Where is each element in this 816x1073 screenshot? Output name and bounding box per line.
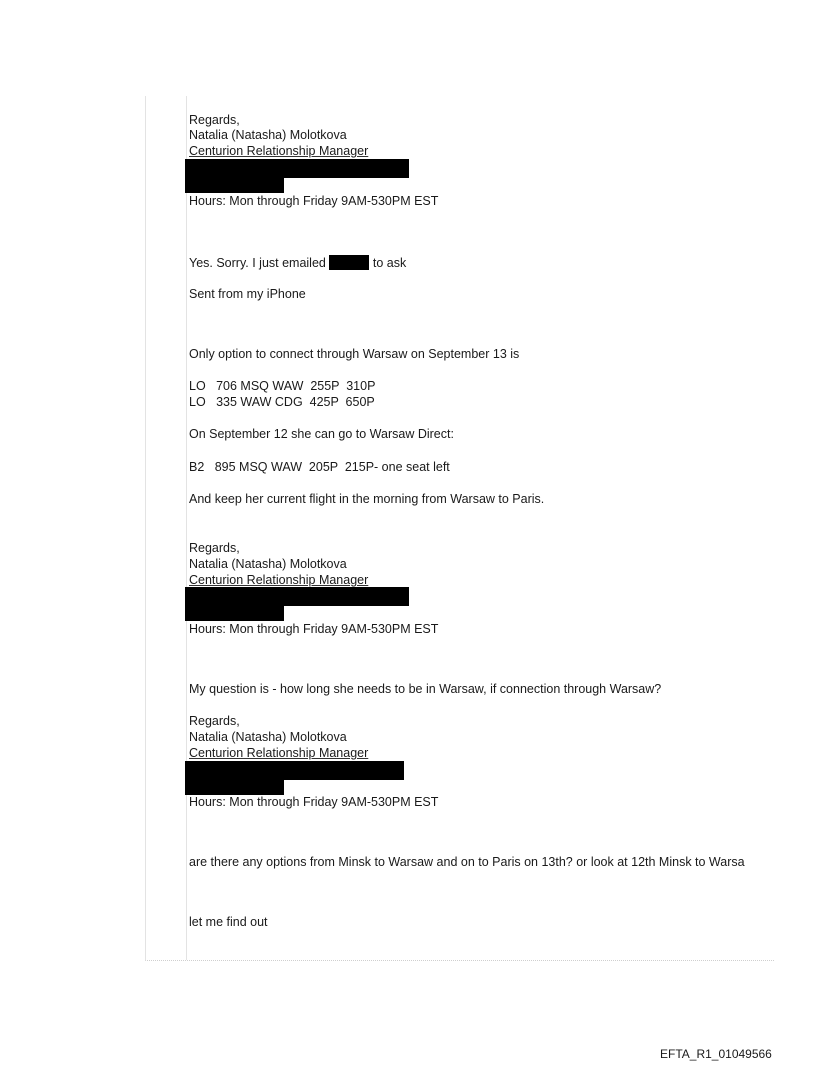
- quote-rule: [186, 96, 187, 960]
- redaction-bar: [185, 587, 409, 606]
- message-emailed: [189, 255, 406, 271]
- signature-regards: Regards,: [189, 113, 240, 127]
- message-emailed-text-after: to ask: [372, 256, 407, 270]
- signature-title: Centurion Relationship Manager: [189, 573, 369, 587]
- bates-number: EFTA_R1_01049566: [660, 1047, 772, 1061]
- redaction-bar: [185, 779, 284, 795]
- keep-flight-note: And keep her current flight in the morning from Warsaw to Paris.: [189, 492, 545, 506]
- direct-intro: On September 12 she can go to Warsaw Direct:: [189, 427, 454, 441]
- signature-hours: Hours: Mon through Friday 9AM-530PM EST: [189, 622, 439, 636]
- question-message: My question is - how long she needs to be in Warsaw, if connection through Warsaw?: [189, 682, 662, 696]
- email-thread-frame: [145, 96, 774, 961]
- sent-from-note: Sent from my iPhone: [189, 287, 306, 301]
- options-question-message: are there any options from Minsk to Warsaw and on to Paris on 13th? or look at 12th Minsk to Warsa: [189, 855, 745, 869]
- signature-regards: Regards,: [189, 714, 240, 728]
- flight-line: LO 335 WAW CDG 425P 650P: [189, 395, 375, 409]
- signature-name: Natalia (Natasha) Molotkova: [189, 128, 347, 142]
- signature-title: Centurion Relationship Manager: [189, 746, 369, 760]
- flight-line: B2 895 MSQ WAW 205P 215P- one seat left: [189, 460, 450, 474]
- find-out-message: let me find out: [189, 915, 268, 929]
- signature-hours: Hours: Mon through Friday 9AM-530PM EST: [189, 795, 439, 809]
- redaction-bar: [185, 177, 284, 193]
- signature-hours: Hours: Mon through Friday 9AM-530PM EST: [189, 194, 439, 208]
- redaction-bar: [185, 605, 284, 621]
- signature-regards: Regards,: [189, 541, 240, 555]
- redaction-bar: [185, 761, 404, 780]
- redaction-bar: [185, 159, 409, 178]
- signature-name: Natalia (Natasha) Molotkova: [189, 730, 347, 744]
- signature-title: Centurion Relationship Manager: [189, 144, 369, 158]
- message-emailed-text-before: Yes. Sorry. I just emailed: [189, 256, 326, 270]
- redaction-bar: [329, 255, 369, 270]
- signature-name: Natalia (Natasha) Molotkova: [189, 557, 347, 571]
- option-intro: Only option to connect through Warsaw on September 13 is: [189, 347, 520, 361]
- flight-line: LO 706 MSQ WAW 255P 310P: [189, 379, 376, 393]
